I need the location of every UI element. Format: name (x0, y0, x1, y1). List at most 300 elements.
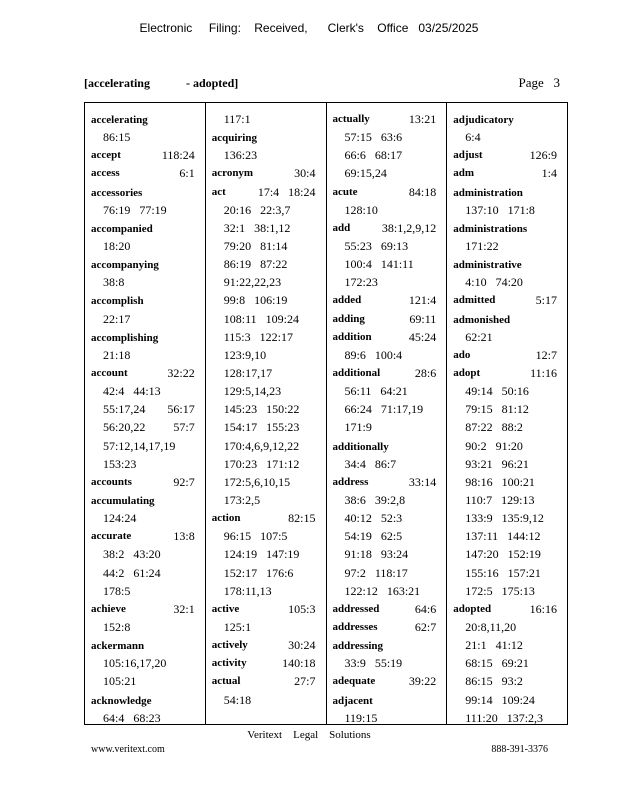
index-references (333, 201, 441, 219)
page-line-refs: 93:21 96:21 (465, 456, 529, 471)
index-term: adding (332, 312, 365, 325)
word-index-grid (84, 102, 568, 725)
page-line-refs: 90:2 91:20 (465, 438, 523, 453)
page-line-refs: 172:23 (344, 275, 378, 290)
page-line-refs: 30:24 (288, 638, 316, 653)
index-term: adopted (453, 602, 492, 615)
index-references (333, 545, 441, 563)
index-term: address (332, 475, 369, 488)
page-line-refs: 39:22 (408, 674, 437, 689)
index-term: accelerating (91, 114, 148, 126)
index-term: actually (332, 113, 370, 125)
index-references (212, 400, 320, 418)
page-line-refs: 171:9 (344, 420, 372, 435)
index-references (333, 527, 441, 545)
index-term: account (91, 366, 128, 379)
page-line-refs: 152:8 (103, 619, 131, 634)
index-references (91, 509, 199, 527)
page-line-refs: 105:21 (103, 674, 137, 689)
index-references (453, 672, 561, 690)
index-column-4 (447, 103, 567, 724)
page-line-refs: 121:4 (408, 293, 437, 308)
page-line-refs: 105:3 (288, 601, 316, 616)
index-term: additionally (332, 440, 389, 453)
index-term: accurate (91, 530, 132, 543)
index-references (212, 691, 320, 709)
index-references (91, 564, 199, 582)
index-term: act (211, 185, 226, 198)
index-references (453, 455, 561, 473)
page-line-refs: 64:6 (414, 601, 437, 616)
index-references (333, 418, 441, 436)
page-line-refs: 34:4 86:7 (344, 456, 397, 471)
index-references (333, 146, 441, 164)
index-references (91, 437, 199, 455)
index-references (453, 128, 561, 146)
index-term: acknowledge (91, 694, 152, 707)
index-entry (453, 364, 561, 382)
index-entry (453, 146, 561, 164)
index-entry (91, 219, 199, 237)
index-term: actual (211, 675, 241, 688)
page-line-refs: 126:9 (529, 148, 557, 163)
index-references (212, 328, 320, 346)
page-line-refs: 6:1 (179, 166, 195, 181)
index-references (212, 273, 320, 291)
index-entry (333, 310, 441, 328)
index-term: ackermann (91, 640, 145, 653)
index-entry (91, 527, 199, 545)
index-entry (91, 636, 199, 654)
index-term: adjacent (332, 694, 373, 707)
page-line-refs: 79:15 81:12 (465, 402, 529, 417)
index-references (453, 437, 561, 455)
page-line-refs: 68:15 69:21 (465, 656, 529, 671)
index-references (333, 273, 441, 291)
page-line-refs: 38:2 43:20 (103, 547, 161, 562)
index-term: admonished (453, 313, 511, 326)
index-references (333, 582, 441, 600)
index-term: adm (453, 167, 475, 180)
page-line-refs: 79:20 81:14 (223, 238, 288, 253)
index-references (453, 382, 561, 400)
page-line-refs: 33:9 55:19 (344, 656, 403, 671)
index-references (212, 237, 320, 255)
page-line-refs: 13:21 (408, 112, 437, 126)
page-line-refs: 56:11 64:21 (344, 384, 408, 399)
page-line-refs: 57:15 63:6 (344, 130, 403, 145)
page-line-refs: 32:1 (173, 601, 195, 616)
index-references (91, 654, 199, 672)
page-line-refs: 124:24 (103, 511, 137, 526)
index-column-1 (85, 103, 206, 724)
index-entry (212, 164, 320, 182)
index-term: addressing (332, 640, 384, 653)
index-entry (91, 364, 199, 382)
index-references (453, 709, 561, 724)
page-line-refs: 137:11 144:12 (465, 529, 541, 544)
footer-phone: 888-391-3376 (491, 744, 548, 755)
index-entry (91, 291, 199, 309)
page-line-refs: 69:11 (409, 311, 437, 326)
page-line-refs: 172:5 175:13 (465, 583, 535, 598)
index-references (212, 527, 320, 545)
page-line-refs: 84:18 (408, 184, 437, 199)
page-line-refs: 155:16 157:21 (465, 565, 541, 580)
page-line-refs: 16:16 (529, 601, 557, 616)
index-references (333, 564, 441, 582)
index-entry (212, 600, 320, 618)
page-line-refs: 27:7 (294, 674, 316, 689)
index-references (212, 255, 320, 273)
index-entry (212, 509, 320, 527)
index-references (453, 545, 561, 563)
index-term: accumulating (91, 494, 155, 507)
index-references (453, 400, 561, 418)
index-references (453, 328, 561, 346)
page-line-refs: 38:8 (103, 275, 125, 290)
page-line-refs: 1:4 (541, 166, 557, 181)
page-line-refs: 55:23 69:13 (344, 238, 409, 253)
page-line-refs: 170:4,6,9,12,22 (223, 438, 300, 453)
page-line-refs: 56:17 (167, 402, 195, 417)
index-references (333, 654, 441, 672)
index-references (91, 709, 199, 724)
page-line-refs: 82:15 (288, 511, 316, 526)
index-references (91, 201, 199, 219)
index-entry (91, 255, 199, 273)
index-references (453, 418, 561, 436)
index-references (453, 527, 561, 545)
index-term: activity (211, 657, 247, 670)
page-line-refs: 20:8,11,20 (465, 619, 517, 634)
index-entry (333, 437, 441, 455)
page-line-refs: 128:10 (344, 202, 378, 217)
index-references (453, 636, 561, 654)
page-line-refs: 21:1 41:12 (465, 638, 523, 653)
index-entry (91, 183, 199, 201)
index-references (91, 128, 199, 146)
page-line-refs: 13:8 (173, 529, 195, 544)
index-term: accomplishing (91, 331, 159, 344)
page-line-refs: 66:6 68:17 (344, 148, 403, 163)
index-references (453, 564, 561, 582)
page-line-refs: 118:24 (161, 148, 195, 163)
index-references (91, 273, 199, 291)
page-line-refs: 55:17,24 (103, 402, 146, 417)
page-line-refs: 111:20 137:2,3 (465, 710, 544, 724)
page-line-refs: 57:7 (173, 420, 195, 435)
index-references (333, 128, 441, 146)
index-term: addressed (332, 602, 380, 615)
index-entry (333, 618, 441, 636)
index-references (453, 473, 561, 491)
index-term: addresses (332, 620, 378, 633)
page-line-refs: 30:4 (294, 166, 316, 181)
page-line-refs: 40:12 52:3 (344, 511, 403, 526)
page-line-refs: 173:2,5 (223, 492, 261, 507)
page-line-refs: 170:23 171:12 (223, 456, 300, 471)
index-entry (91, 146, 199, 164)
index-references (333, 382, 441, 400)
footer-website: www.veritext.com (91, 744, 165, 755)
page-line-refs: 92:7 (173, 474, 195, 489)
page-number: Page 3 (518, 75, 560, 90)
index-references (453, 691, 561, 709)
index-term: administrative (453, 259, 522, 272)
page-line-refs: 129:5,14,23 (223, 384, 282, 399)
page-line-refs: 122:12 163:21 (344, 583, 421, 598)
index-references (212, 437, 320, 455)
index-references (212, 364, 320, 382)
page-line-refs: 96:15 107:5 (223, 529, 288, 544)
page-line-refs: 123:9,10 (223, 347, 267, 362)
page-line-refs: 76:19 77:19 (103, 202, 167, 217)
index-references (453, 491, 561, 509)
index-entry (333, 636, 441, 654)
index-entry (212, 128, 320, 146)
index-references (333, 400, 441, 418)
index-term: adopt (453, 366, 481, 379)
index-entry (212, 654, 320, 672)
index-references (91, 400, 199, 418)
index-entry (453, 219, 561, 237)
index-references (91, 618, 199, 636)
page-line-refs: 62:21 (465, 329, 493, 344)
index-references (333, 491, 441, 509)
index-references (212, 455, 320, 473)
index-references (212, 418, 320, 436)
page-line-refs: 54:19 62:5 (344, 529, 403, 544)
index-references (212, 582, 320, 600)
page-line-refs: 38:6 39:2,8 (344, 492, 406, 507)
index-entry (333, 364, 441, 382)
page-line-refs: 172:5,6,10,15 (223, 474, 291, 489)
index-entry (333, 473, 441, 491)
index-range: [accelerating - adopted] (84, 76, 239, 90)
index-references (333, 509, 441, 527)
index-entry (453, 346, 561, 364)
index-references (212, 473, 320, 491)
page-line-refs: 178:5 (103, 583, 131, 598)
page-line-refs: 4:10 74:20 (465, 275, 523, 290)
page-line-refs: 128:17,17 (223, 365, 273, 380)
page-line-refs: 154:17 155:23 (223, 420, 300, 435)
index-term: accounts (91, 475, 132, 488)
index-term: accept (91, 149, 121, 162)
index-references (91, 545, 199, 563)
index-entry (453, 255, 561, 273)
index-references (212, 618, 320, 636)
index-entry (91, 110, 199, 128)
page-line-refs: 44:2 61:24 (103, 565, 161, 580)
page-line-refs: 100:4 141:11 (344, 257, 414, 272)
page-line-refs: 62:7 (414, 619, 437, 634)
page-line-refs: 6:4 (465, 130, 481, 145)
index-term: acute (332, 185, 358, 198)
index-term: added (332, 294, 362, 307)
index-references (333, 164, 441, 182)
page-line-refs: 86:15 (103, 130, 131, 145)
footer-company: Veritext Legal Solutions (247, 729, 371, 741)
page-line-refs: 22:17 (103, 311, 131, 326)
page-line-refs: 105:16,17,20 (103, 656, 167, 671)
page-line-refs: 147:20 152:19 (465, 547, 541, 562)
page-line-refs: 125:1 (223, 619, 252, 634)
page-line-refs: 124:19 147:19 (223, 547, 300, 562)
index-references (212, 110, 320, 128)
page-line-refs: 69:15,24 (344, 166, 387, 181)
page-line-refs: 153:23 (103, 456, 137, 471)
page-line-refs: 145:23 150:22 (223, 402, 300, 417)
index-entry (453, 164, 561, 182)
index-references (212, 219, 320, 237)
page-line-refs: 99:14 109:24 (465, 692, 535, 707)
index-entry (91, 473, 199, 491)
index-entry (453, 310, 561, 328)
index-references (453, 618, 561, 636)
index-entry (453, 110, 561, 128)
index-entry (333, 110, 441, 128)
index-entry (91, 491, 199, 509)
index-entry (91, 691, 199, 709)
index-references (453, 654, 561, 672)
page-line-refs: 91:22,22,23 (223, 275, 282, 290)
index-term: adjudicatory (453, 114, 514, 126)
page-line-refs: 18:20 (103, 238, 131, 253)
page-line-refs: 86:15 93:2 (465, 674, 523, 689)
index-term: accompanied (91, 222, 153, 235)
index-entry (333, 672, 441, 690)
index-term: action (211, 512, 241, 525)
index-references (212, 146, 320, 164)
index-references (212, 382, 320, 400)
index-term: administration (453, 186, 523, 199)
index-references (212, 346, 320, 364)
index-term: actively (211, 639, 248, 652)
index-term: addition (332, 330, 372, 343)
index-entry (333, 328, 441, 346)
page-line-refs: 5:17 (535, 293, 557, 308)
page-line-refs: 54:18 (223, 692, 252, 707)
page-line-refs: 57:12,14,17,19 (103, 438, 176, 453)
page-line-refs: 89:6 100:4 (344, 347, 403, 362)
page-line-refs: 137:10 171:8 (465, 202, 535, 217)
index-term: accessories (91, 186, 143, 199)
index-entry (453, 600, 561, 618)
page-line-refs: 11:16 (530, 365, 557, 380)
index-term: ado (453, 348, 471, 361)
page-line-refs: 32:1 38:1,12 (223, 220, 291, 235)
page-line-refs: 152:17 176:6 (223, 565, 294, 580)
page-line-refs: 12:7 (535, 347, 557, 362)
index-column-2 (206, 103, 327, 724)
index-references (91, 310, 199, 328)
page-line-refs: 110:7 129:13 (465, 492, 535, 507)
index-references (212, 310, 320, 328)
page-line-refs: 49:14 50:16 (465, 384, 529, 399)
index-entry (212, 183, 320, 201)
index-entry (453, 183, 561, 201)
page-line-refs: 86:19 87:22 (223, 257, 288, 272)
page-line-refs: 21:18 (103, 347, 131, 362)
index-references (333, 237, 441, 255)
index-term: accomplish (91, 295, 144, 308)
index-term: achieve (91, 602, 126, 615)
index-references (91, 237, 199, 255)
index-term: adjust (453, 149, 483, 162)
page-line-refs: 20:16 22:3,7 (223, 202, 291, 217)
page-line-refs: 99:8 106:19 (223, 293, 288, 308)
index-references (212, 201, 320, 219)
page-line-refs: 42:4 44:13 (103, 384, 161, 399)
index-term: add (332, 221, 351, 234)
index-references (212, 491, 320, 509)
index-entry (212, 672, 320, 690)
index-references (91, 346, 199, 364)
index-references (333, 255, 441, 273)
page-line-refs: 28:6 (414, 365, 437, 380)
index-references (453, 273, 561, 291)
page-line-refs: 140:18 (282, 656, 316, 671)
index-references (91, 582, 199, 600)
index-references (453, 237, 561, 255)
page-line-refs: 45:24 (408, 329, 437, 344)
index-references (333, 346, 441, 364)
index-references (212, 545, 320, 563)
index-entry (333, 183, 441, 201)
index-references (453, 201, 561, 219)
index-entry (453, 291, 561, 309)
index-term: access (91, 167, 120, 180)
index-term: adequate (332, 675, 376, 688)
index-references (453, 509, 561, 527)
index-term: admitted (453, 294, 496, 307)
page-line-refs: 87:22 88:2 (465, 420, 523, 435)
index-entry (91, 164, 199, 182)
page-line-refs: 17:4 18:24 (257, 184, 316, 199)
page-line-refs: 33:14 (408, 474, 437, 489)
index-references (91, 455, 199, 473)
index-entry (333, 600, 441, 618)
index-entry (333, 219, 441, 237)
page-line-refs: 178:11,13 (223, 583, 272, 598)
index-term: acronym (211, 167, 254, 180)
index-term: acquiring (211, 132, 257, 145)
index-references (91, 672, 199, 690)
page-line-refs: 98:16 100:21 (465, 474, 535, 489)
page-line-refs: 56:20,22 (103, 420, 146, 435)
index-references (453, 582, 561, 600)
page-line-refs: 115:3 122:17 (223, 329, 293, 344)
index-references (333, 709, 441, 724)
index-entry (91, 328, 199, 346)
index-references (91, 382, 199, 400)
page-line-refs: 91:18 93:24 (344, 547, 409, 562)
index-term: accompanying (91, 259, 159, 272)
index-term: administrations (453, 222, 528, 235)
page-line-refs: 97:2 118:17 (344, 565, 408, 580)
index-references (212, 564, 320, 582)
index-entry (333, 691, 441, 709)
index-references (91, 418, 199, 436)
page-line-refs: 66:24 71:17,19 (344, 402, 424, 417)
index-column-3 (327, 103, 448, 724)
index-entry (91, 600, 199, 618)
index-entry (333, 291, 441, 309)
page-line-refs: 133:9 135:9,12 (465, 511, 544, 526)
page-line-refs: 171:22 (465, 238, 499, 253)
